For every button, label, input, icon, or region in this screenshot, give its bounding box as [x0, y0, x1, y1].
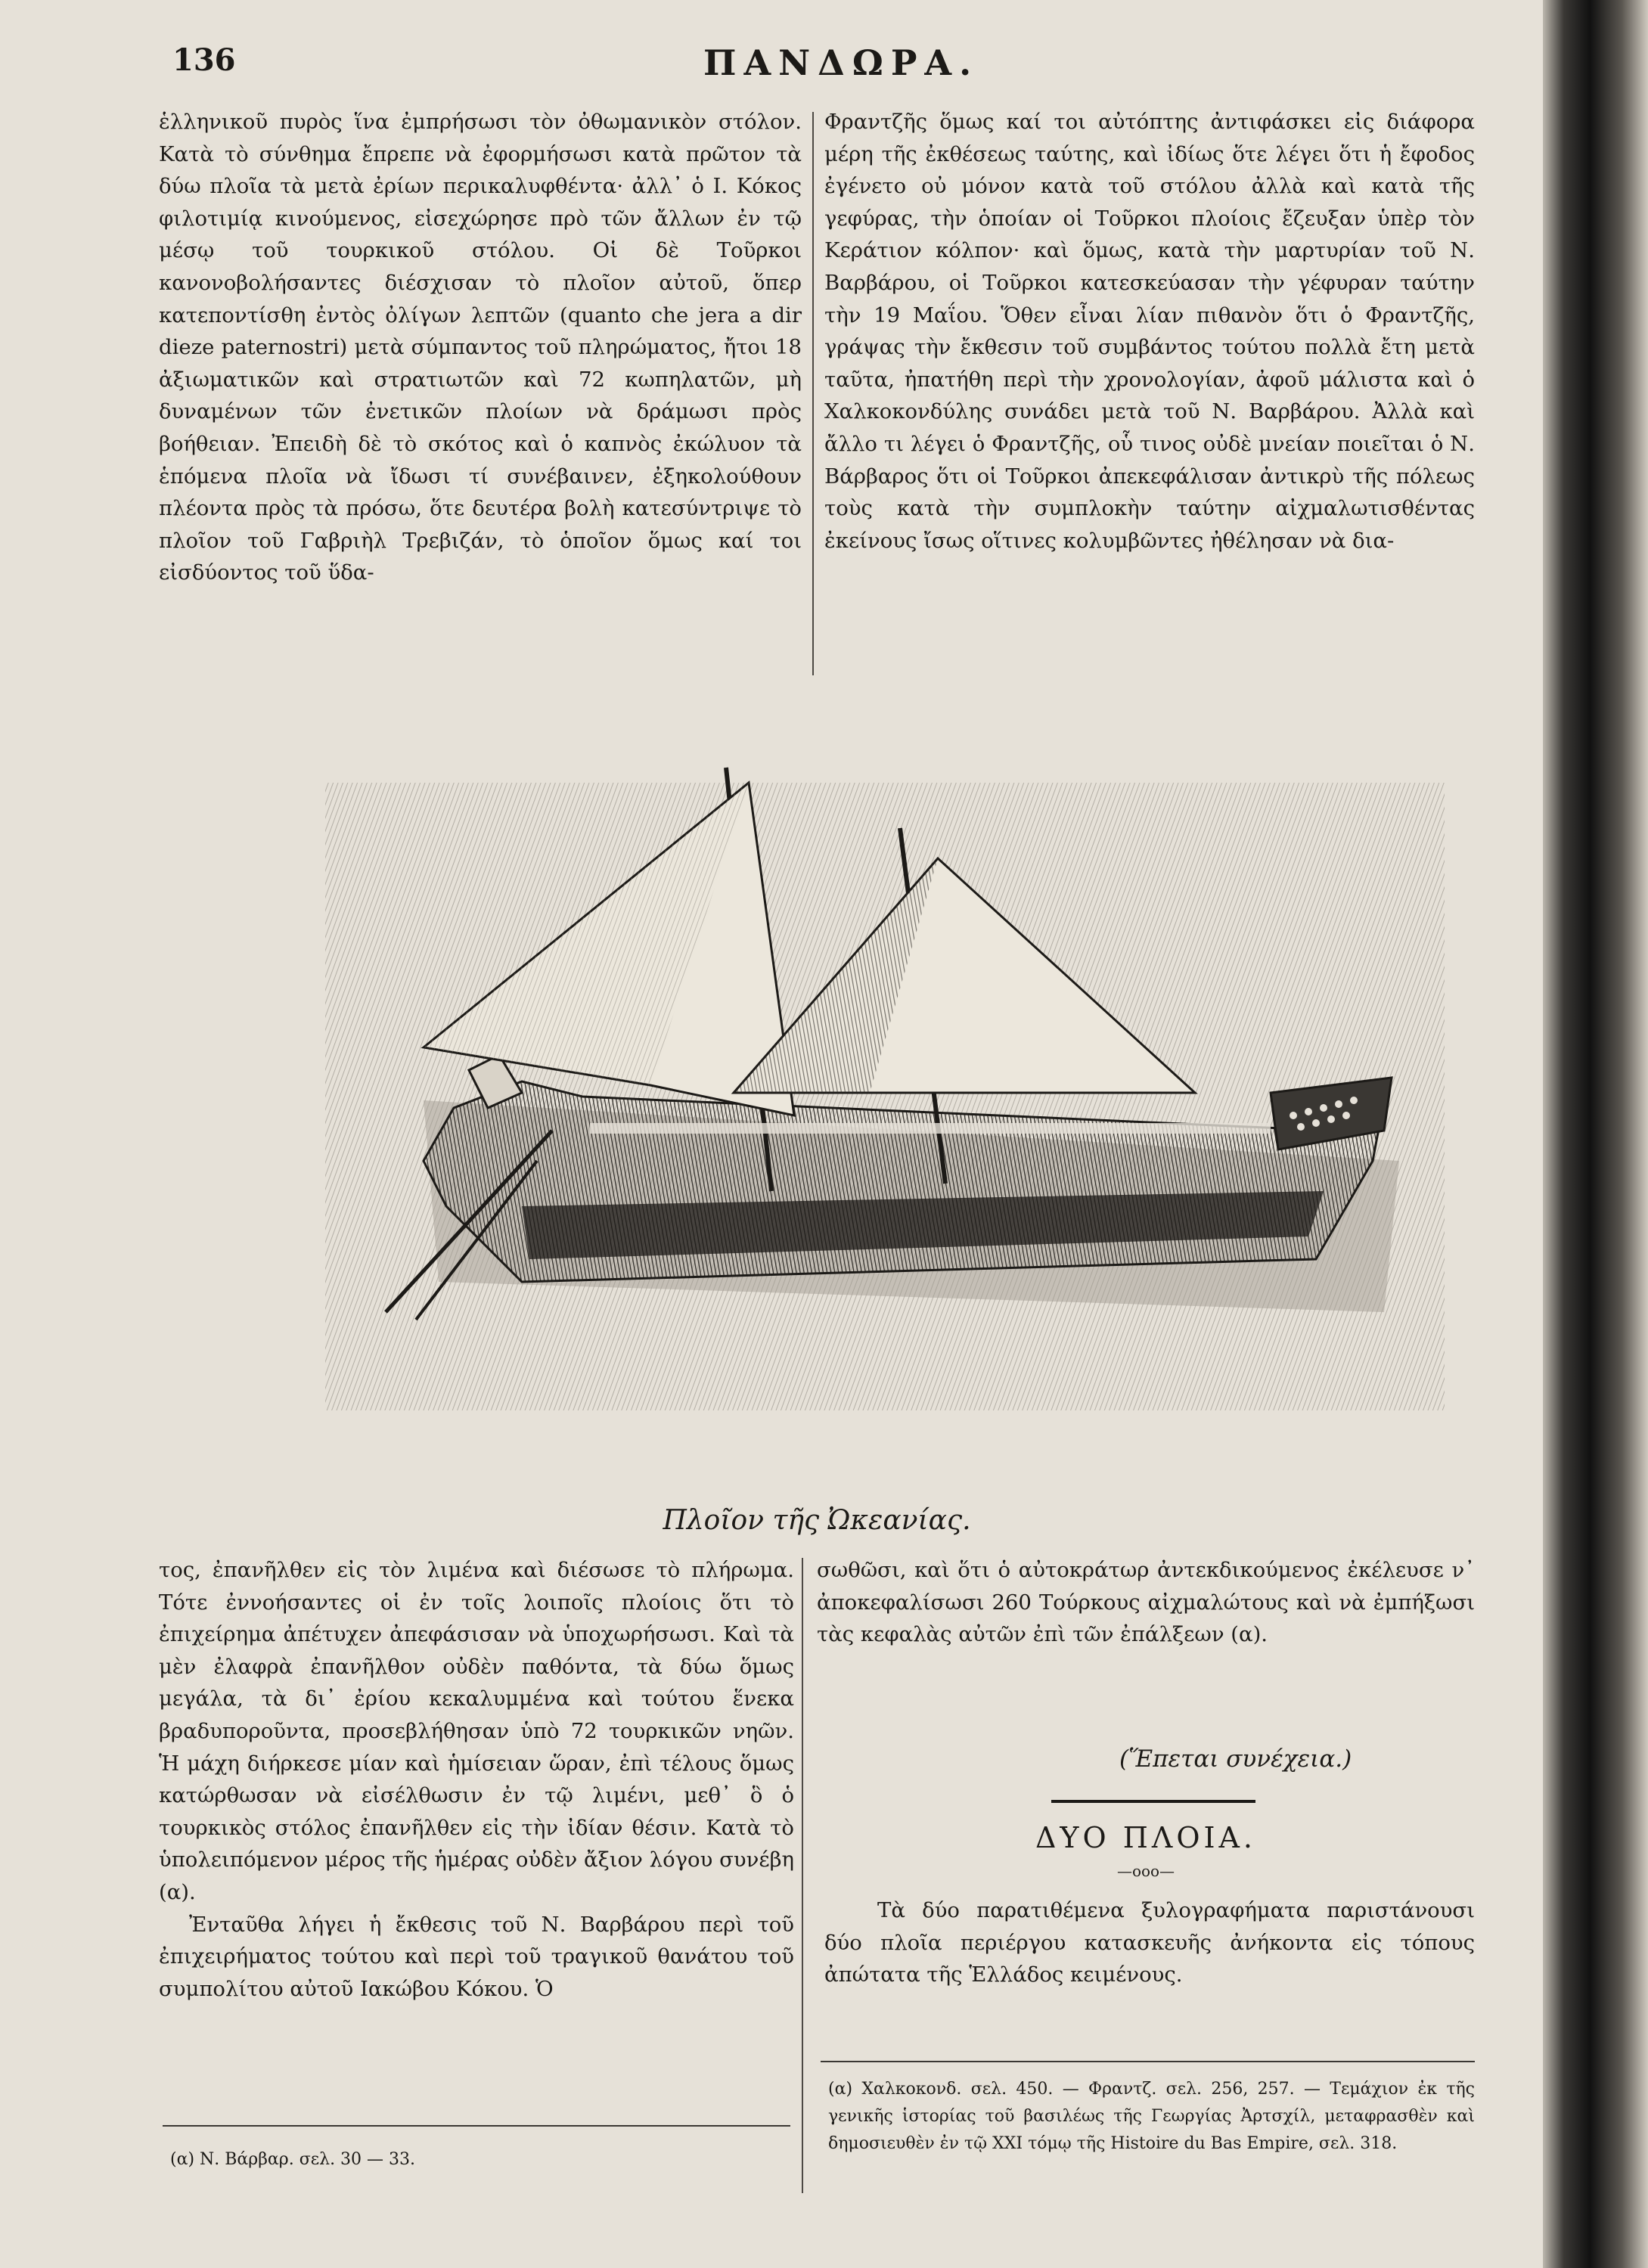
ship-illustration	[325, 737, 1445, 1501]
page-number: 136	[172, 42, 236, 78]
column-top-left	[159, 106, 802, 589]
column-bottom-left	[159, 1554, 794, 2005]
column-top-right	[824, 106, 1475, 557]
section-ornament: —ooo—	[1116, 1862, 1175, 1880]
continuation-note: (Ἕπεται συνέχεια.)	[1119, 1745, 1352, 1773]
section-title: ΔΥΟ ΠΛΟΙΑ.	[1035, 1821, 1257, 1854]
footnote-rule	[821, 2061, 1475, 2062]
figure-caption: Πλοῖον τῆς Ὠκεανίας.	[663, 1505, 971, 1536]
paragraph: ἑλληνικοῦ πυρὸς ἵνα ἐμπρήσωσι τὸν ὀθωμανικὸν στόλον. Κατὰ τὸ σύνθημα ἔπρεπε νὰ ἐφορμήσωσι κατὰ πρῶτον τὰ δύω πλοῖα τὰ μετὰ ἐρίων περικαλυφθέντα· ἀλλ᾽ ὁ Ι. Κόκος φιλοτιμίᾳ κινούμενος, εἰσεχώρησε πρὸ τῶν ἄλλων ἐν τῷ μέσῳ τοῦ τουρκικοῦ στόλου. Οἱ δὲ Τοῦρκοι κανονοβολήσαντες διέσχισαν τὸ πλοῖον αὐτοῦ, ὅπερ κατεποντίσθη ἐντὸς ὀλίγων λεπτῶν (quanto che jera a dir dieze paternostri) μετὰ σύμπαντος τοῦ πληρώματος, ἤτοι 18 ἀξιωματικῶν καὶ στρατιωτῶν καὶ 72 κωπηλατῶν, μὴ δυναμένων τῶν ἐνετικῶν πλοίων νὰ δράμωσι πρὸς βοήθειαν. Ἐπειδὴ δὲ τὸ σκότος καὶ ὁ καπνὸς ἐκώλυον τὰ ἑπόμενα πλοῖα νὰ ἴδωσι τί συνέβαινεν, ἐξηκολούθουν πλέοντα πρὸς τὰ πρόσω, ὅτε δευτέρα βολὴ κατεσύντριψε τὸ πλοῖον τοῦ Γαβριὴλ Τρεβιζάν, τὸ ὁποῖον ὅμως καί τοι εἰσδύοντος τοῦ ὕδα-	[159, 110, 802, 585]
ship-engraving	[325, 737, 1445, 1501]
paragraph: Ἐνταῦθα λήγει ἡ ἔκθεσις τοῦ Ν. Βαρβάρου περὶ τοῦ ἐπιχειρήματος τούτου καὶ περὶ τοῦ τραγικοῦ θανάτου τοῦ συμπολίτου αὐτοῦ Ιακώβου Κόκου. Ὁ	[159, 1912, 794, 2001]
footnote-right: (α) Χαλκοκονδ. σελ. 450. — Φραντζ. σελ. 256, 257. — Τεμάχιον ἐκ τῆς γενικῆς ἱστορίας τοῦ βασιλέως τῆς Γεωργίας Ἀρτσχίλ, μεταφρασθὲν καὶ δημοσιευθὲν ἐν τῷ XXI τόμῳ τῆς Histoire du Bas Empire, σελ. 318.	[828, 2080, 1475, 2153]
column-divider	[802, 1558, 803, 2193]
column-bottom-right	[817, 1554, 1475, 1651]
footnote-rule	[163, 2125, 790, 2127]
book-binding	[1543, 0, 1648, 2268]
section-rule	[1051, 1800, 1255, 1803]
paragraph: Φραντζῆς ὅμως καί τοι αὐτόπτης ἀντιφάσκει εἰς διάφορα μέρη τῆς ἐκθέσεως ταύτης, καὶ ἰδίως ὅτε λέγει ὅτι ἡ ἔφοδος ἐγένετο οὐ μόνον κατὰ τοῦ στόλου ἀλλὰ καὶ κατὰ τῆς γεφύρας, τὴν ὁποίαν οἱ Τοῦρκοι πλοίοις ἔζευξαν ὑπὲρ τὸν Κεράτιον κόλπον· καὶ ὅμως, κατὰ τὴν μαρτυρίαν τοῦ Ν. Βαρβάρου, οἱ Τοῦρκοι κατεσκεύασαν τὴν γέφυραν ταύτην τὴν 19 Μαΐου. Ὅθεν εἶναι λίαν πιθανὸν ὅτι ὁ Φραντζῆς, γράψας τὴν ἔκθεσιν τοῦ συμβάντος τούτου πολλὰ ἔτη μετὰ ταῦτα, ἠπατήθη περὶ τὴν χρονολογίαν, ἀφοῦ μάλιστα καὶ ὁ Χαλκοκονδύλης συνάδει μετὰ τοῦ Ν. Βαρβάρου. Ἀλλὰ καὶ ἄλλο τι λέγει ὁ Φραντζῆς, οὗ τινος οὐδὲ μνείαν ποιεῖται ὁ Ν. Βάρβαρος ὅτι οἱ Τοῦρκοι ἀπεκεφάλισαν ἀντικρὺ τῆς πόλεως τοὺς κατὰ τὴν συμπλοκὴν ταύτην αἰχμαλωτισθέντας ἐκείνους ἴσως οἵτινες κολυμβῶντες ἠθέλησαν νὰ δια-	[824, 110, 1475, 553]
running-title: ΠΑΝΔΩΡΑ.	[703, 42, 979, 83]
rail	[590, 1123, 1271, 1134]
footnote-left: (α) Ν. Βάρβαρ. σελ. 30 — 33.	[170, 2150, 416, 2169]
section-body: Τὰ δύο παρατιθέμενα ξυλογραφήματα παριστάνουσι δύο πλοῖα περιέργου κατασκευῆς ἀνήκοντα εἰς τόπους ἀπώτατα τῆς Ἑλλάδος κειμένους.	[824, 1898, 1475, 1987]
paragraph: τος, ἐπανῆλθεν εἰς τὸν λιμένα καὶ διέσωσε τὸ πλήρωμα. Τότε ἐννοήσαντες οἱ ἐν τοῖς λοιποῖς πλοίοις ὅτι τὸ ἐπιχείρημα ἀπέτυχεν ἀπεφάσισαν νὰ ὑποχωρήσωσι. Καὶ τὰ μὲν ἐλαφρὰ ἐπανῆλθον οὐδὲν παθόντα, τὰ δύω ὅμως μεγάλα, τὰ δι᾽ ἐρίου κεκαλυμμένα καὶ τούτου ἕνεκα βραδυποροῦντα, προσεβλήθησαν ὑπὸ 72 τουρκικῶν νηῶν. Ἡ μάχη διήρκεσε μίαν καὶ ἡμίσειαν ὥραν, ἐπὶ τέλους ὅμως κατώρθωσαν νὰ εἰσέλθωσιν ἐν τῷ λιμένι, μεθ᾽ ὃ ὁ τουρκικὸς στόλος ἐπανῆλθεν εἰς τὴν ἰδίαν θέσιν. Κατὰ τὸ ὑπολειπόμενον μέρος τῆς ἡμέρας οὐδὲν ἄξιον λόγου συνέβη (α).	[159, 1558, 794, 1904]
paragraph: σωθῶσι, καὶ ὅτι ὁ αὐτοκράτωρ ἀντεκδικούμενος ἐκέλευσε ν᾽ ἀποκεφαλίσωσι 260 Τούρκους αἰχμαλώτους καὶ νὰ ἐμπήξωσι τὰς κεφαλὰς αὐτῶν ἐπὶ τῶν ἐπάλξεων (α).	[817, 1558, 1475, 1647]
column-divider	[812, 112, 814, 675]
